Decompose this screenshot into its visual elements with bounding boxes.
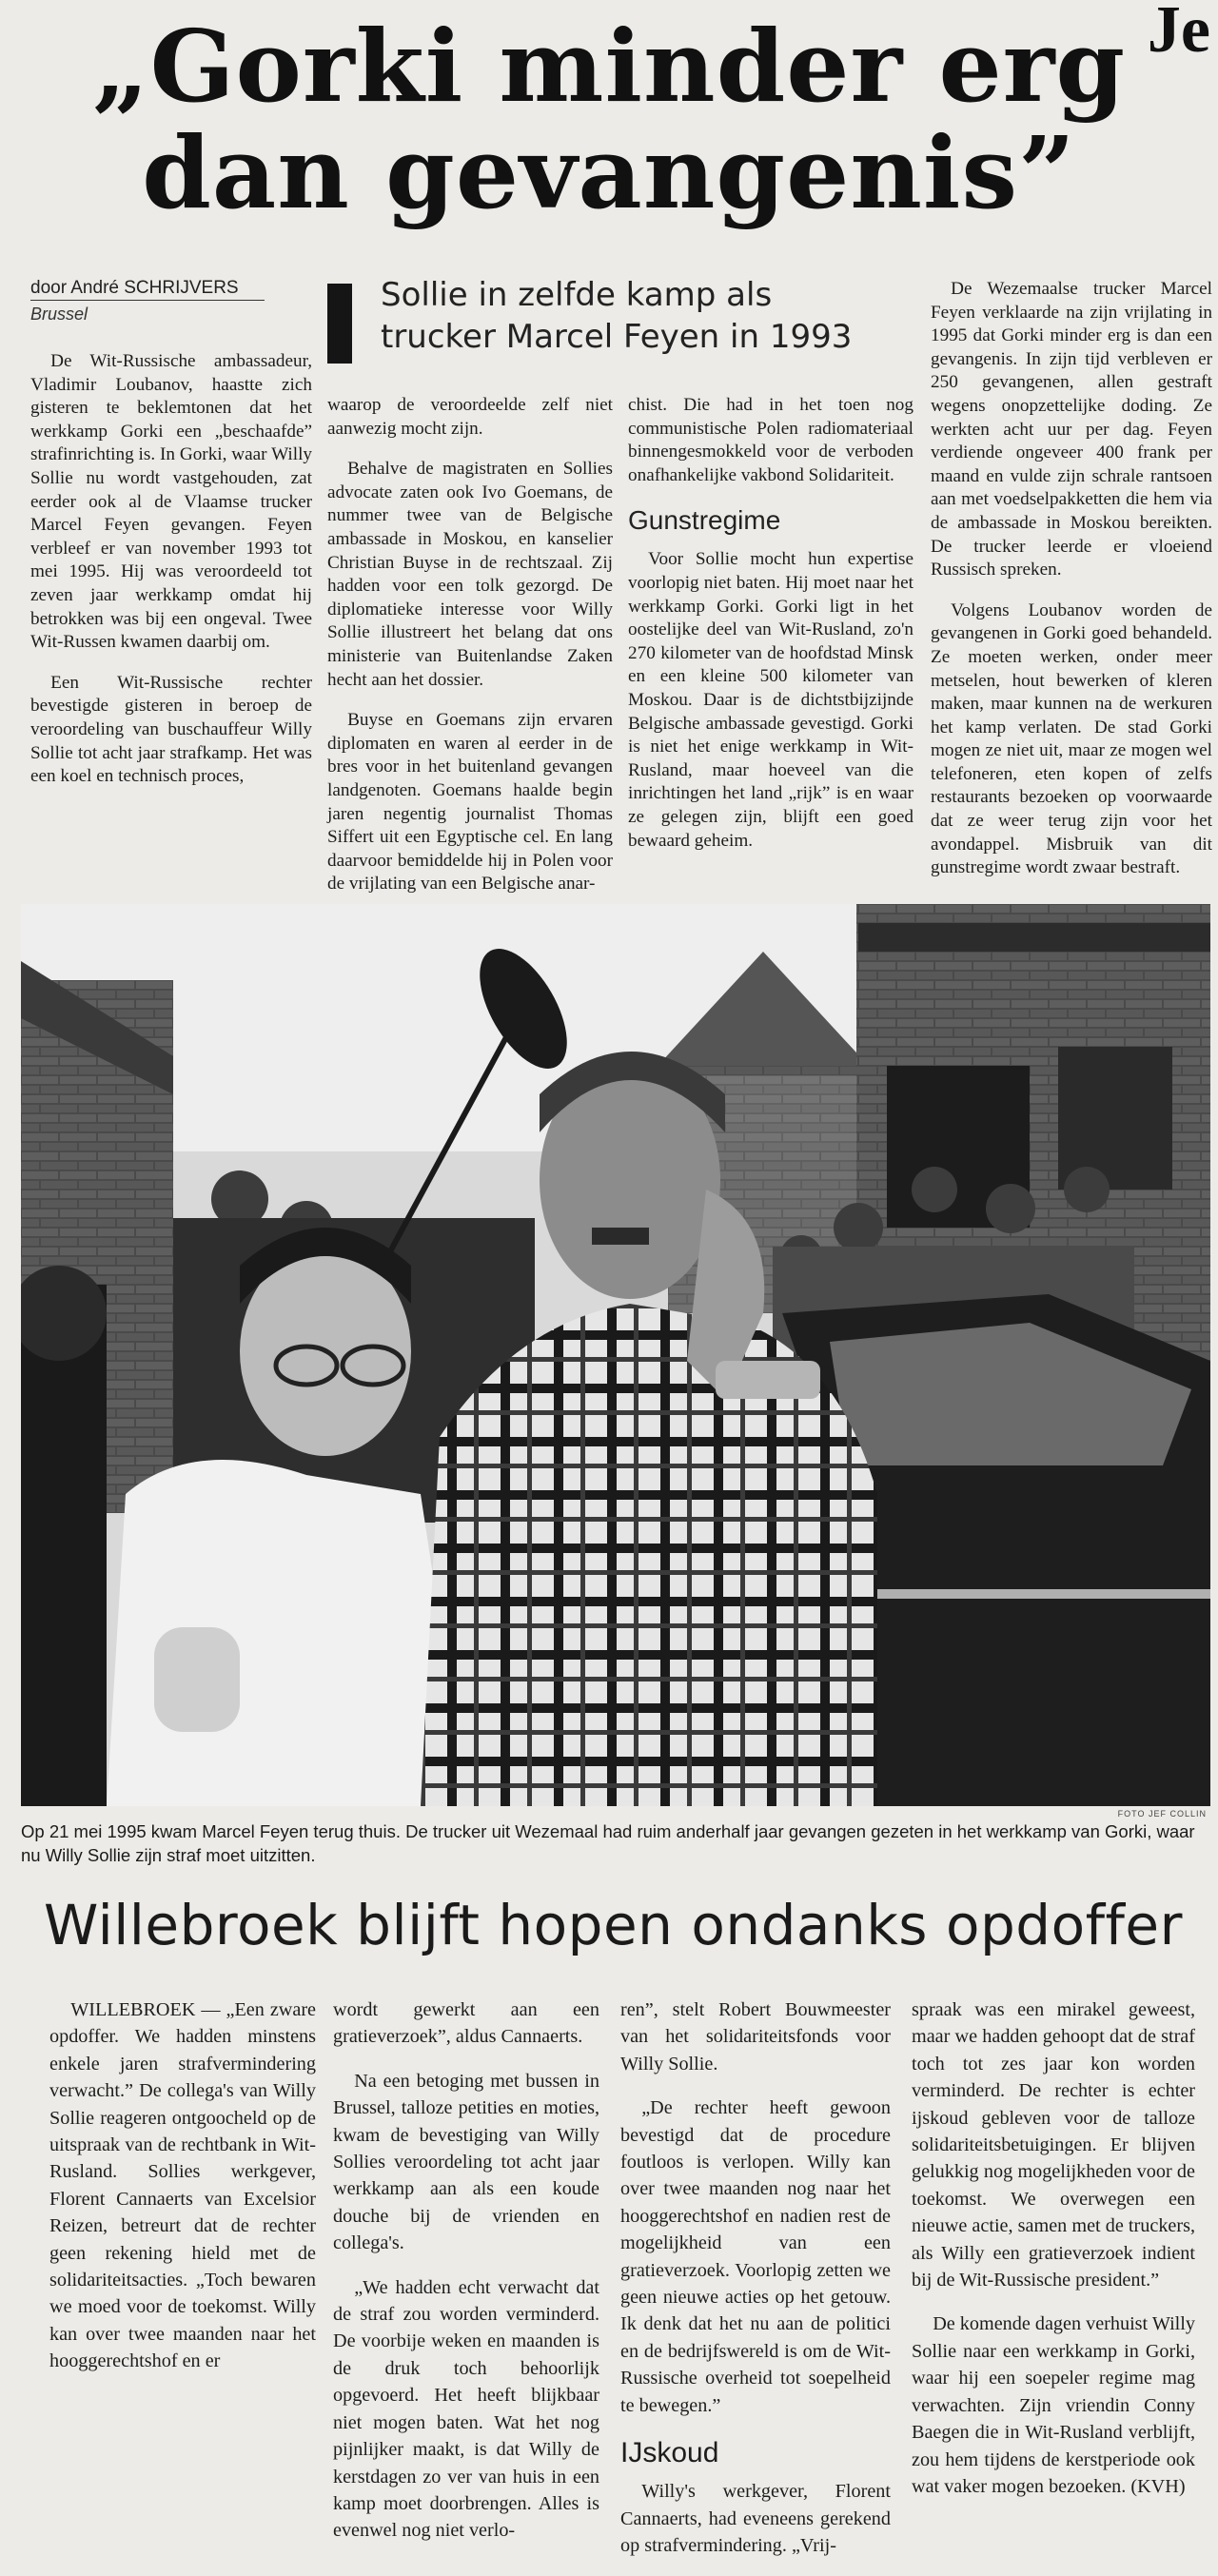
article2-col2-paragraph: „We hadden echt verwacht dat de straf zou worden verminderd. De voorbije weken en maanden is de druk toch behoorlijk opgevoerd. Het heeft blijkbaar niet mogen baten. Wat het nog pijnlijker maakt, is dat Willy de kerstdagen zo ver van huis in een kamp moet doorbrengen. Alles is evenwel nog niet verlo- [333, 2276, 599, 2542]
article1-col2-paragraph: Buyse en Goemans zijn ervaren diplomaten en waren al eerder in de bres voor in het buitenland gevangen landgenoten. Goemans haalde begin jaren negentig journalist Thomas Siffert uit een Egyptische cel. En lang daarvoor bemiddelde hij in Polen voor de vrijlating van een Belgische anar- [327, 710, 613, 895]
article1-column-2 [327, 394, 613, 914]
kicker-bar [327, 284, 352, 364]
byline: door André SCHRIJVERS [30, 278, 265, 301]
photo-scene [21, 904, 1210, 1806]
article2-col4-paragraph: spraak was een mirakel geweest, maar we hadden gehoopt dat de straf toch tot zes jaar kon worden verminderd. De rechter is echter ijskoud gebleven voor de talloze solidariteitsbetuigingen. Er blijven gelukkig nog mogelijkheden voor de toekomst. We overwegen een nieuwe actie, samen met de truckers, als Willy een gratieverzoek indient bij de Wit-Russische president.” [912, 1999, 1195, 2291]
article1-col1-paragraph: De Wit-Russische ambassadeur, Vladimir Loubanov, haastte zich gisteren te beklemtonen dat het werkkamp Gorki een „beschaafde” strafinrichting is. In Gorki, waar Willy Sollie nu wordt vastgehouden, zat eerder ook al de Vlaamse trucker Marcel Feyen gevangen. Feyen verbleef er van november 1993 tot mei 1995. Hij was veroordeeld tot zeven jaar werkkamp omdat hij betrokken was bij een ongeval. Twee Wit-Russen kwamen daarbij om. [30, 351, 312, 653]
article1-col4-paragraph: Volgens Loubanov worden de gevangenen in Gorki goed behandeld. Ze moeten werken, onder meer metselen, hout bewerken of kleren maken, maar kunnen na de werkuren het kamp verlaten. De stad Gorki mogen ze niet uit, maar ze mogen wel telefoneren, eten kopen of zelfs restaurants bezoeken op voorwaarde dat ze weer terug zijn voor het avondappel. Misbruik van dit gunstregime wordt zwaar bestraft. [931, 600, 1212, 878]
kicker-line-2: trucker Marcel Feyen in 1993 [381, 318, 853, 356]
article1-column-1 [30, 350, 312, 806]
article2-col2-paragraph: Na een betoging met bussen in Brussel, talloze petities en moties, kwam de bevestiging van Willy Sollies veroordeling tot acht jaar werkkamp aan als een koude douche bij de vrienden en collega's. [333, 2070, 599, 2254]
article2-column-3 [620, 1996, 891, 2576]
photo-caption: Op 21 mei 1995 kwam Marcel Feyen terug thuis. De trucker uit Wezemaal had ruim anderhalf jaar gevangen gezeten in het werkkamp van Gorki, waar nu Willy Sollie zijn straf moet uitzitten. [21, 1821, 1195, 1865]
kicker [381, 274, 914, 358]
news-photo [21, 904, 1210, 1806]
subheading-ijskoud: IJskoud [620, 2437, 719, 2469]
article1-col2-paragraph: Behalve de magistraten en Sollies advocate zaten ook Ivo Goemans, de nummer twee van de Belgische ambassade in Moskou, en kanselier Christian Buyse in de rechtszaal. Zij hadden voor een tolk gezorgd. De diplomatieke interesse voor Willy Sollie illustreert het belang dat ons ministerie van Buitenlandse Zaken hecht aan het dossier. [327, 459, 613, 690]
dateline-place: Brussel [30, 305, 88, 324]
article1-col4-paragraph: De Wezemaalse trucker Marcel Feyen verklaarde na zijn vrijlating in 1995 dat Gorki minder erg is dan een gevangenis. In zijn tijd verbleven er 250 gevangenen, allen gestraft wegens onopzettelijke doding. Ze werkten acht uur per dag. Feyen verdiende ongeveer 400 frank per maand en vulde zijn schrale rantsoen aan met voedselpakketten die hem via de ambassade in Moskou bereikten. De trucker leerde er vloeiend Russisch spreken. [931, 279, 1212, 580]
article2-col2-paragraph: wordt gewerkt aan een gratieverzoek”, aldus Cannaerts. [333, 1999, 599, 2048]
article1-col3-paragraph: chist. Die had in het toen nog communistische Polen radiomateriaal binnengesmokkeld voor de verboden onafhankelijke vakbond Solidariteit. [628, 395, 914, 485]
subheading-gunstregime: Gunstregime [628, 505, 781, 536]
article2-headline: Willebroek blijft hopen ondanks opdoffer [44, 1893, 1183, 1957]
photo-credit: FOTO JEF COLLIN [1117, 1809, 1207, 1819]
headline-line-1: „Gorki minder erg [91, 8, 1127, 125]
article2-col3-paragraph: „De rechter heeft gewoon bevestigd dat de procedure foutloos is verlopen. Willy kan over twee maanden nog naar het hooggerechtshof en nadien rest de mogelijkheid van een gratieverzoek. Voorlopig zetten we geen nieuwe acties op het getouw. Ik denk dat het nu aan de politici en de bedrijfswereld is om de Wit-Russische overheid tot soepelheid te bewegen.” [620, 2097, 891, 2416]
article1-column-3 [628, 394, 914, 870]
article1-col3-paragraph: Voor Sollie mocht hun expertise voorlopig niet baten. Hij moet naar het werkkamp Gorki. Gorki ligt in het oostelijke deel van Wit-Rusland, zo'n 270 kilometer van de hoofdstad Minsk en een kleine 500 kilometer van Moskou. Daar is de dichtstbijzijnde Belgische ambassade gevestigd. Gorki is niet het enige werkkamp in Wit-Rusland, maar hoeveel van die inrichtingen het land „rijk” is en waar ze gelegen zijn, blijft een goed bewaard geheim. [628, 549, 914, 851]
article2-col3-paragraph: Willy's werkgever, Florent Cannaerts, had eveneens gerekend op strafvermindering. „Vrij- [620, 2481, 891, 2556]
article2-column-4 [912, 1996, 1195, 2517]
headline [0, 8, 1218, 231]
article2-column-1 [49, 1996, 316, 2392]
article2-col3-paragraph: ren”, stelt Robert Bouwmeester van het solidariteitsfonds voor Willy Sollie. [620, 1999, 891, 2075]
headline-line-2: dan gevangenis” [142, 114, 1076, 231]
article2-col1-paragraph: WILLEBROEK — „Een zware opdoffer. We hadden minstens enkele jaren strafvermindering verwacht.” De collega's van Willy Sollie reageren ontgoocheld op de uitspraak van de rechtbank in Wit-Rusland. Sollies werkgever, Florent Cannaerts van Excelsior Reizen, betreurt dat de rechter geen rekening hield met de solidariteitsacties. „Toch bewaren we moed voor de toekomst. Willy kan over twee maanden naar het hooggerechtshof en er [49, 1999, 316, 2372]
kicker-line-1: Sollie in zelfde kamp als [381, 276, 773, 314]
article1-col2-paragraph: waarop de veroordeelde zelf niet aanwezig mocht zijn. [327, 395, 613, 439]
article1-col1-paragraph: Een Wit-Russische rechter bevestigde gisteren in beroep de veroordeling van buschauffeur Willy Sollie tot acht jaar strafkamp. Het was een koel en technisch proces, [30, 672, 312, 787]
article2-col4-paragraph: De komende dagen verhuist Willy Sollie naar een werkkamp in Gorki, waar hij een soepeler regime mag verwachten. Zijn vriendin Conny Baegen die in Wit-Rusland verblijft, zou hem tijdens de kerstperiode ook wat vaker mogen bezoeken. (KVH) [912, 2313, 1195, 2497]
article2-column-2 [333, 1996, 599, 2562]
article1-column-4 [931, 278, 1212, 897]
page-corner-mark: Je [1147, 0, 1210, 67]
